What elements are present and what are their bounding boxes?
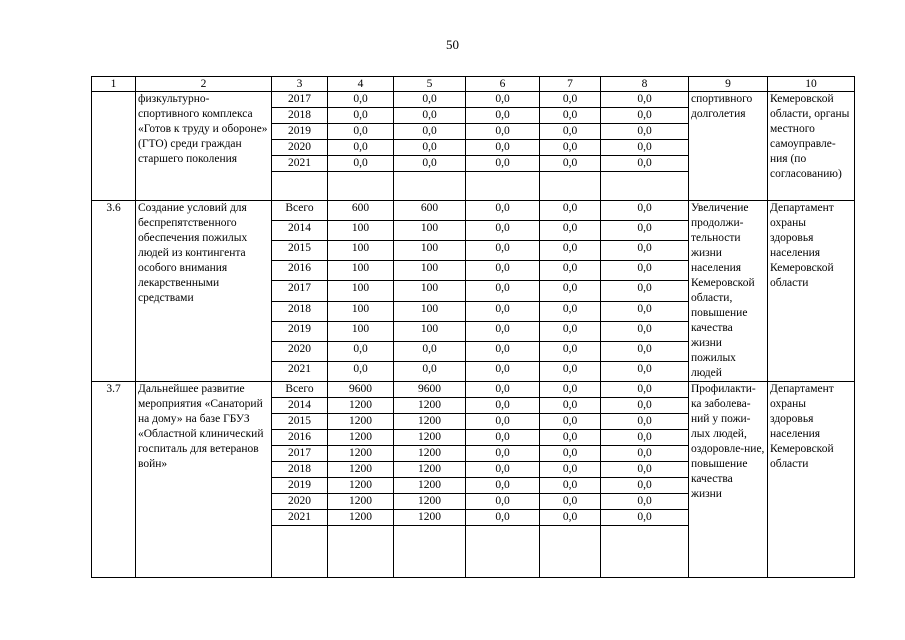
- year-cell: 2018: [272, 301, 328, 321]
- value-cell: 100: [328, 321, 394, 341]
- value-cell: 0,0: [540, 221, 601, 241]
- value-cell: 0,0: [601, 414, 689, 430]
- expected-result: спортивного долголетия: [689, 92, 768, 201]
- value-cell: 0,0: [466, 494, 540, 510]
- value-cell: 0,0: [540, 446, 601, 462]
- value-cell: 1200: [394, 430, 466, 446]
- value-cell: 0,0: [601, 361, 689, 381]
- value-cell: 0,0: [601, 261, 689, 281]
- value-cell: 0,0: [466, 341, 540, 361]
- value-cell: 0,0: [466, 382, 540, 398]
- value-cell: 0,0: [394, 361, 466, 381]
- header-cell: 7: [540, 77, 601, 92]
- value-cell: 0,0: [466, 321, 540, 341]
- value-cell: 0,0: [394, 156, 466, 172]
- table-row: [92, 382, 855, 398]
- empty-cell: [466, 526, 540, 578]
- header-cell: 3: [272, 77, 328, 92]
- value-cell: 100: [394, 261, 466, 281]
- value-cell: 0,0: [394, 108, 466, 124]
- value-cell: 100: [394, 221, 466, 241]
- value-cell: 0,0: [540, 382, 601, 398]
- year-cell: Всего: [272, 382, 328, 398]
- year-cell: 2014: [272, 398, 328, 414]
- year-cell: 2015: [272, 241, 328, 261]
- value-cell: 0,0: [540, 140, 601, 156]
- value-cell: 1200: [328, 414, 394, 430]
- value-cell: 0,0: [466, 261, 540, 281]
- value-cell: 0,0: [466, 301, 540, 321]
- value-cell: 0,0: [394, 124, 466, 140]
- value-cell: 0,0: [466, 124, 540, 140]
- value-cell: 0,0: [466, 201, 540, 221]
- value-cell: 600: [394, 201, 466, 221]
- value-cell: 0,0: [540, 398, 601, 414]
- header-cell: 2: [136, 77, 272, 92]
- header-cell: 6: [466, 77, 540, 92]
- value-cell: 0,0: [466, 241, 540, 261]
- value-cell: 0,0: [601, 382, 689, 398]
- value-cell: 1200: [328, 430, 394, 446]
- year-cell: Всего: [272, 201, 328, 221]
- value-cell: 1200: [328, 510, 394, 526]
- empty-cell: [394, 526, 466, 578]
- value-cell: 100: [328, 221, 394, 241]
- value-cell: 0,0: [328, 140, 394, 156]
- program-table: [91, 76, 855, 578]
- header-cell: 10: [768, 77, 855, 92]
- empty-cell: [540, 172, 601, 201]
- empty-cell: [328, 526, 394, 578]
- table-body: [92, 77, 855, 578]
- value-cell: 0,0: [540, 301, 601, 321]
- value-cell: 0,0: [328, 108, 394, 124]
- item-number: 3.6: [92, 201, 136, 382]
- table-row: [92, 201, 855, 221]
- value-cell: 1200: [328, 478, 394, 494]
- value-cell: 100: [394, 301, 466, 321]
- value-cell: 100: [328, 261, 394, 281]
- header-cell: 1: [92, 77, 136, 92]
- table-row: [92, 92, 855, 108]
- header-cell: 8: [601, 77, 689, 92]
- value-cell: 1200: [394, 478, 466, 494]
- value-cell: 0,0: [328, 361, 394, 381]
- value-cell: 1200: [394, 510, 466, 526]
- header-cell: 4: [328, 77, 394, 92]
- year-cell: 2019: [272, 321, 328, 341]
- value-cell: 0,0: [540, 510, 601, 526]
- value-cell: 0,0: [328, 156, 394, 172]
- value-cell: 1200: [328, 494, 394, 510]
- value-cell: 0,0: [540, 241, 601, 261]
- value-cell: 100: [328, 301, 394, 321]
- value-cell: 0,0: [466, 430, 540, 446]
- value-cell: 0,0: [601, 478, 689, 494]
- value-cell: 100: [328, 281, 394, 301]
- expected-result: Увеличение продолжи-тельности жизни населения Кемеровской области, повышение качества жизни пожилых людей: [689, 201, 768, 382]
- page-number: 50: [446, 37, 459, 52]
- empty-cell: [601, 172, 689, 201]
- value-cell: 0,0: [466, 221, 540, 241]
- value-cell: 0,0: [466, 156, 540, 172]
- value-cell: 0,0: [328, 341, 394, 361]
- value-cell: 100: [328, 241, 394, 261]
- year-cell: 2019: [272, 124, 328, 140]
- responsible-executor: Департамент охраны здоровья населения Кемеровской области: [768, 382, 855, 578]
- value-cell: 0,0: [601, 462, 689, 478]
- value-cell: 0,0: [601, 140, 689, 156]
- year-cell: 2021: [272, 361, 328, 381]
- year-cell: 2019: [272, 478, 328, 494]
- value-cell: 0,0: [601, 430, 689, 446]
- value-cell: 0,0: [601, 301, 689, 321]
- year-cell: 2021: [272, 510, 328, 526]
- value-cell: 1200: [394, 414, 466, 430]
- value-cell: 0,0: [601, 124, 689, 140]
- value-cell: 9600: [394, 382, 466, 398]
- value-cell: 0,0: [601, 281, 689, 301]
- value-cell: 1200: [328, 462, 394, 478]
- value-cell: 9600: [328, 382, 394, 398]
- item-name: Дальнейшее развитие мероприятия «Санаторий на дому» на базе ГБУЗ «Областной клинический госпиталь для ветеранов войн»: [136, 382, 272, 578]
- value-cell: 0,0: [601, 156, 689, 172]
- item-name: Создание условий для беспрепятственного обеспечения пожилых людей из контингента особого внимания лекарственными средствами: [136, 201, 272, 382]
- year-cell: 2018: [272, 108, 328, 124]
- value-cell: 0,0: [601, 241, 689, 261]
- year-cell: 2016: [272, 430, 328, 446]
- value-cell: 0,0: [466, 510, 540, 526]
- empty-cell: [601, 526, 689, 578]
- value-cell: 0,0: [540, 321, 601, 341]
- year-cell: 2017: [272, 446, 328, 462]
- value-cell: 0,0: [466, 361, 540, 381]
- year-cell: 2021: [272, 156, 328, 172]
- value-cell: 0,0: [540, 478, 601, 494]
- value-cell: 0,0: [540, 341, 601, 361]
- value-cell: 0,0: [466, 478, 540, 494]
- value-cell: 0,0: [466, 414, 540, 430]
- item-number: [92, 92, 136, 201]
- value-cell: 1200: [328, 398, 394, 414]
- value-cell: 0,0: [540, 261, 601, 281]
- value-cell: 0,0: [394, 140, 466, 156]
- year-cell: 2020: [272, 341, 328, 361]
- expected-result: Профилакти-ка заболева-ний у пожи-лых людей, оздоровле-ние, повышение качества жизни: [689, 382, 768, 578]
- empty-cell: [394, 172, 466, 201]
- item-number: 3.7: [92, 382, 136, 578]
- value-cell: 1200: [394, 398, 466, 414]
- value-cell: 0,0: [601, 494, 689, 510]
- value-cell: 100: [394, 321, 466, 341]
- value-cell: 0,0: [540, 494, 601, 510]
- value-cell: 0,0: [540, 108, 601, 124]
- year-cell: 2018: [272, 462, 328, 478]
- year-cell: 2014: [272, 221, 328, 241]
- year-cell: 2020: [272, 494, 328, 510]
- value-cell: 0,0: [601, 221, 689, 241]
- year-cell: 2017: [272, 92, 328, 108]
- value-cell: 1200: [394, 462, 466, 478]
- value-cell: 0,0: [540, 430, 601, 446]
- header-cell: 9: [689, 77, 768, 92]
- value-cell: 1200: [394, 446, 466, 462]
- value-cell: 0,0: [466, 108, 540, 124]
- header-cell: 5: [394, 77, 466, 92]
- value-cell: 0,0: [466, 462, 540, 478]
- value-cell: 0,0: [540, 92, 601, 108]
- value-cell: 0,0: [328, 92, 394, 108]
- value-cell: 100: [394, 281, 466, 301]
- value-cell: 0,0: [540, 462, 601, 478]
- value-cell: 0,0: [601, 510, 689, 526]
- value-cell: 0,0: [466, 398, 540, 414]
- value-cell: 0,0: [540, 361, 601, 381]
- value-cell: 0,0: [540, 414, 601, 430]
- value-cell: 0,0: [601, 398, 689, 414]
- value-cell: 0,0: [601, 201, 689, 221]
- empty-cell: [328, 172, 394, 201]
- value-cell: 0,0: [466, 281, 540, 301]
- value-cell: 0,0: [601, 321, 689, 341]
- header-row: [92, 77, 855, 92]
- value-cell: 0,0: [601, 108, 689, 124]
- empty-cell: [466, 172, 540, 201]
- value-cell: 1200: [328, 446, 394, 462]
- responsible-executor: Кемеровской области, органы местного самоуправле-ния (по согласованию): [768, 92, 855, 201]
- year-cell: 2016: [272, 261, 328, 281]
- value-cell: 0,0: [466, 140, 540, 156]
- year-cell: 2015: [272, 414, 328, 430]
- empty-cell: [272, 172, 328, 201]
- value-cell: 1200: [394, 494, 466, 510]
- value-cell: 0,0: [466, 446, 540, 462]
- responsible-executor: Департамент охраны здоровья населения Кемеровской области: [768, 201, 855, 382]
- value-cell: 0,0: [394, 92, 466, 108]
- value-cell: 0,0: [601, 446, 689, 462]
- empty-cell: [272, 526, 328, 578]
- empty-cell: [540, 526, 601, 578]
- value-cell: 0,0: [540, 201, 601, 221]
- value-cell: 600: [328, 201, 394, 221]
- item-name: физкультурно-спортивного комплекса «Готов к труду и обороне» (ГТО) среди граждан старшего поколения: [136, 92, 272, 201]
- value-cell: 100: [394, 241, 466, 261]
- value-cell: 0,0: [466, 92, 540, 108]
- year-cell: 2020: [272, 140, 328, 156]
- value-cell: 0,0: [540, 124, 601, 140]
- year-cell: 2017: [272, 281, 328, 301]
- value-cell: 0,0: [601, 92, 689, 108]
- value-cell: 0,0: [328, 124, 394, 140]
- value-cell: 0,0: [394, 341, 466, 361]
- value-cell: 0,0: [601, 341, 689, 361]
- value-cell: 0,0: [540, 281, 601, 301]
- value-cell: 0,0: [540, 156, 601, 172]
